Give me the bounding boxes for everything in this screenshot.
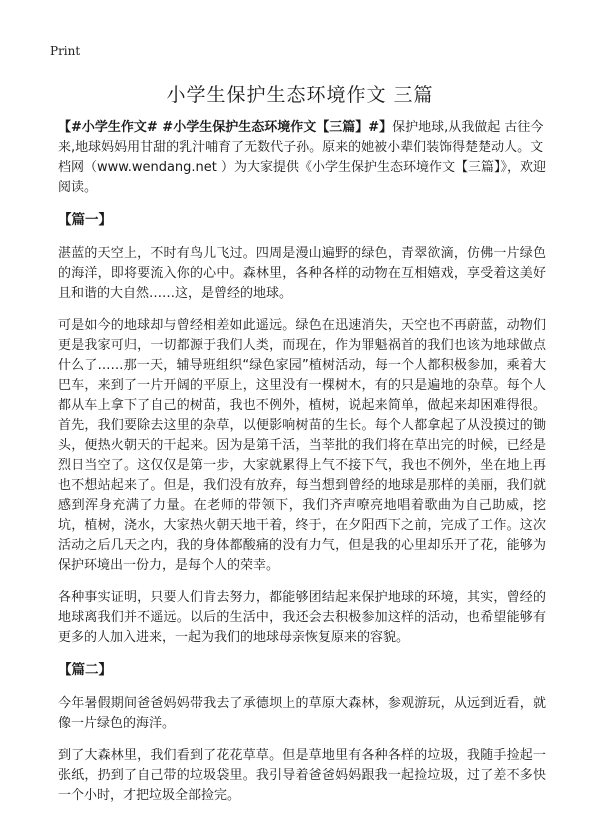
- section-2-paragraph-2: 到了大森林里，我们看到了花花草草。但是草地里有各种各样的垃圾，我随手捡起一张纸，扔到了自己带的垃圾袋里。我引导着爸爸妈妈跟我一起捡垃圾，过了差不多快一个小时，才把垃圾全部捡完。: [58, 748, 546, 803]
- document-body: [58, 118, 546, 818]
- print-label: Print: [50, 44, 81, 58]
- section-1-paragraph-1: 湛蓝的天空上，不时有鸟儿飞过。四周是漫山遍野的绿色，青翠欲滴，仿佛一片绿色的海洋，即将要流入你的心中。森林里，各种各样的动物在互相嬉戏，享受着这美好且和谐的大自然……这，是曾经的地球。: [58, 246, 546, 301]
- section-heading-2: 【篇二】: [58, 662, 112, 678]
- intro-tags: 【#小学生作文# #小学生保护生态环境作文【三篇】#】: [58, 120, 393, 135]
- section-heading-1: 【篇一】: [58, 212, 112, 228]
- section-1-paragraph-3: 各种事实证明，只要人们肯去努力，都能够团结起来保护地球的环境，其实，曾经的地球离我们并不遥远。以后的生活中，我还会去积极参加这样的活动，也希望能够有更多的人加入进来，一起为我们的地球母亲恢复原来的容貌。: [58, 590, 546, 645]
- intro-paragraph: [58, 118, 546, 198]
- section-1-paragraph-2: 可是如今的地球却与曾经相差如此遥远。绿色在迅速消失，天空也不再蔚蓝，动物们更是我家可归，一切都源于我们人类，而现在，作为罪魁祸首的我们也该为地球做点什么了……那一天，辅导班组织“绿色家园”植树活动，每一个人都积极参加，乘着大巴车，来到了一片开阔的平原上，这里没有一棵树木，有的只是遍地的杂草。每个人都从车上拿下了自己的树苗，我也不例外，植树，说起来简单，做起来却困难得很。首先，我们要除去这里的杂草，以便影响树苗的生长。每个人都拿起了从没摸过的锄头，便热火朝天的干起来。因为是第千活，当莘批的我们将在草出完的时候，已经是烈日当空了。这仅仅是第一步，大家就累得上气不接下气，我也不例外，坐在地上再也不想站起来了。但是，我们没有放弃，每当想到曾经的地球是那样的美丽，我们就感到浑身充满了力量。在老师的带领下，我们齐声嘹亮地唱着歌曲为自己助威，挖坑，植树，浇水，大家热火朝天地干着，终于，在夕阳西下之前，完成了工作。这次活动之后几天之内，我的身体都酸痛的没有力气，但是我的心里却乐开了花，能够为保护环境出一份力，是每个人的荣幸。: [58, 318, 546, 573]
- intro-text: 保护地球,从我做起 古往今来,地球妈妈用甘甜的乳汁哺育了无数代子孙。原来的她被小辈们装饰得楚楚动人。文档网（www.wendang.net ）为大家提供《小学生保护生态环境作文【三篇】》，欢迎阅读。: [58, 120, 547, 195]
- section-2-paragraph-1: 今年暑假期间爸爸妈妈带我去了承德坝上的草原大森林，参观游玩，从远到近看，就像一片绿色的海洋。: [58, 696, 546, 731]
- document-title: 小学生保护生态环境作文 三篇: [166, 84, 434, 106]
